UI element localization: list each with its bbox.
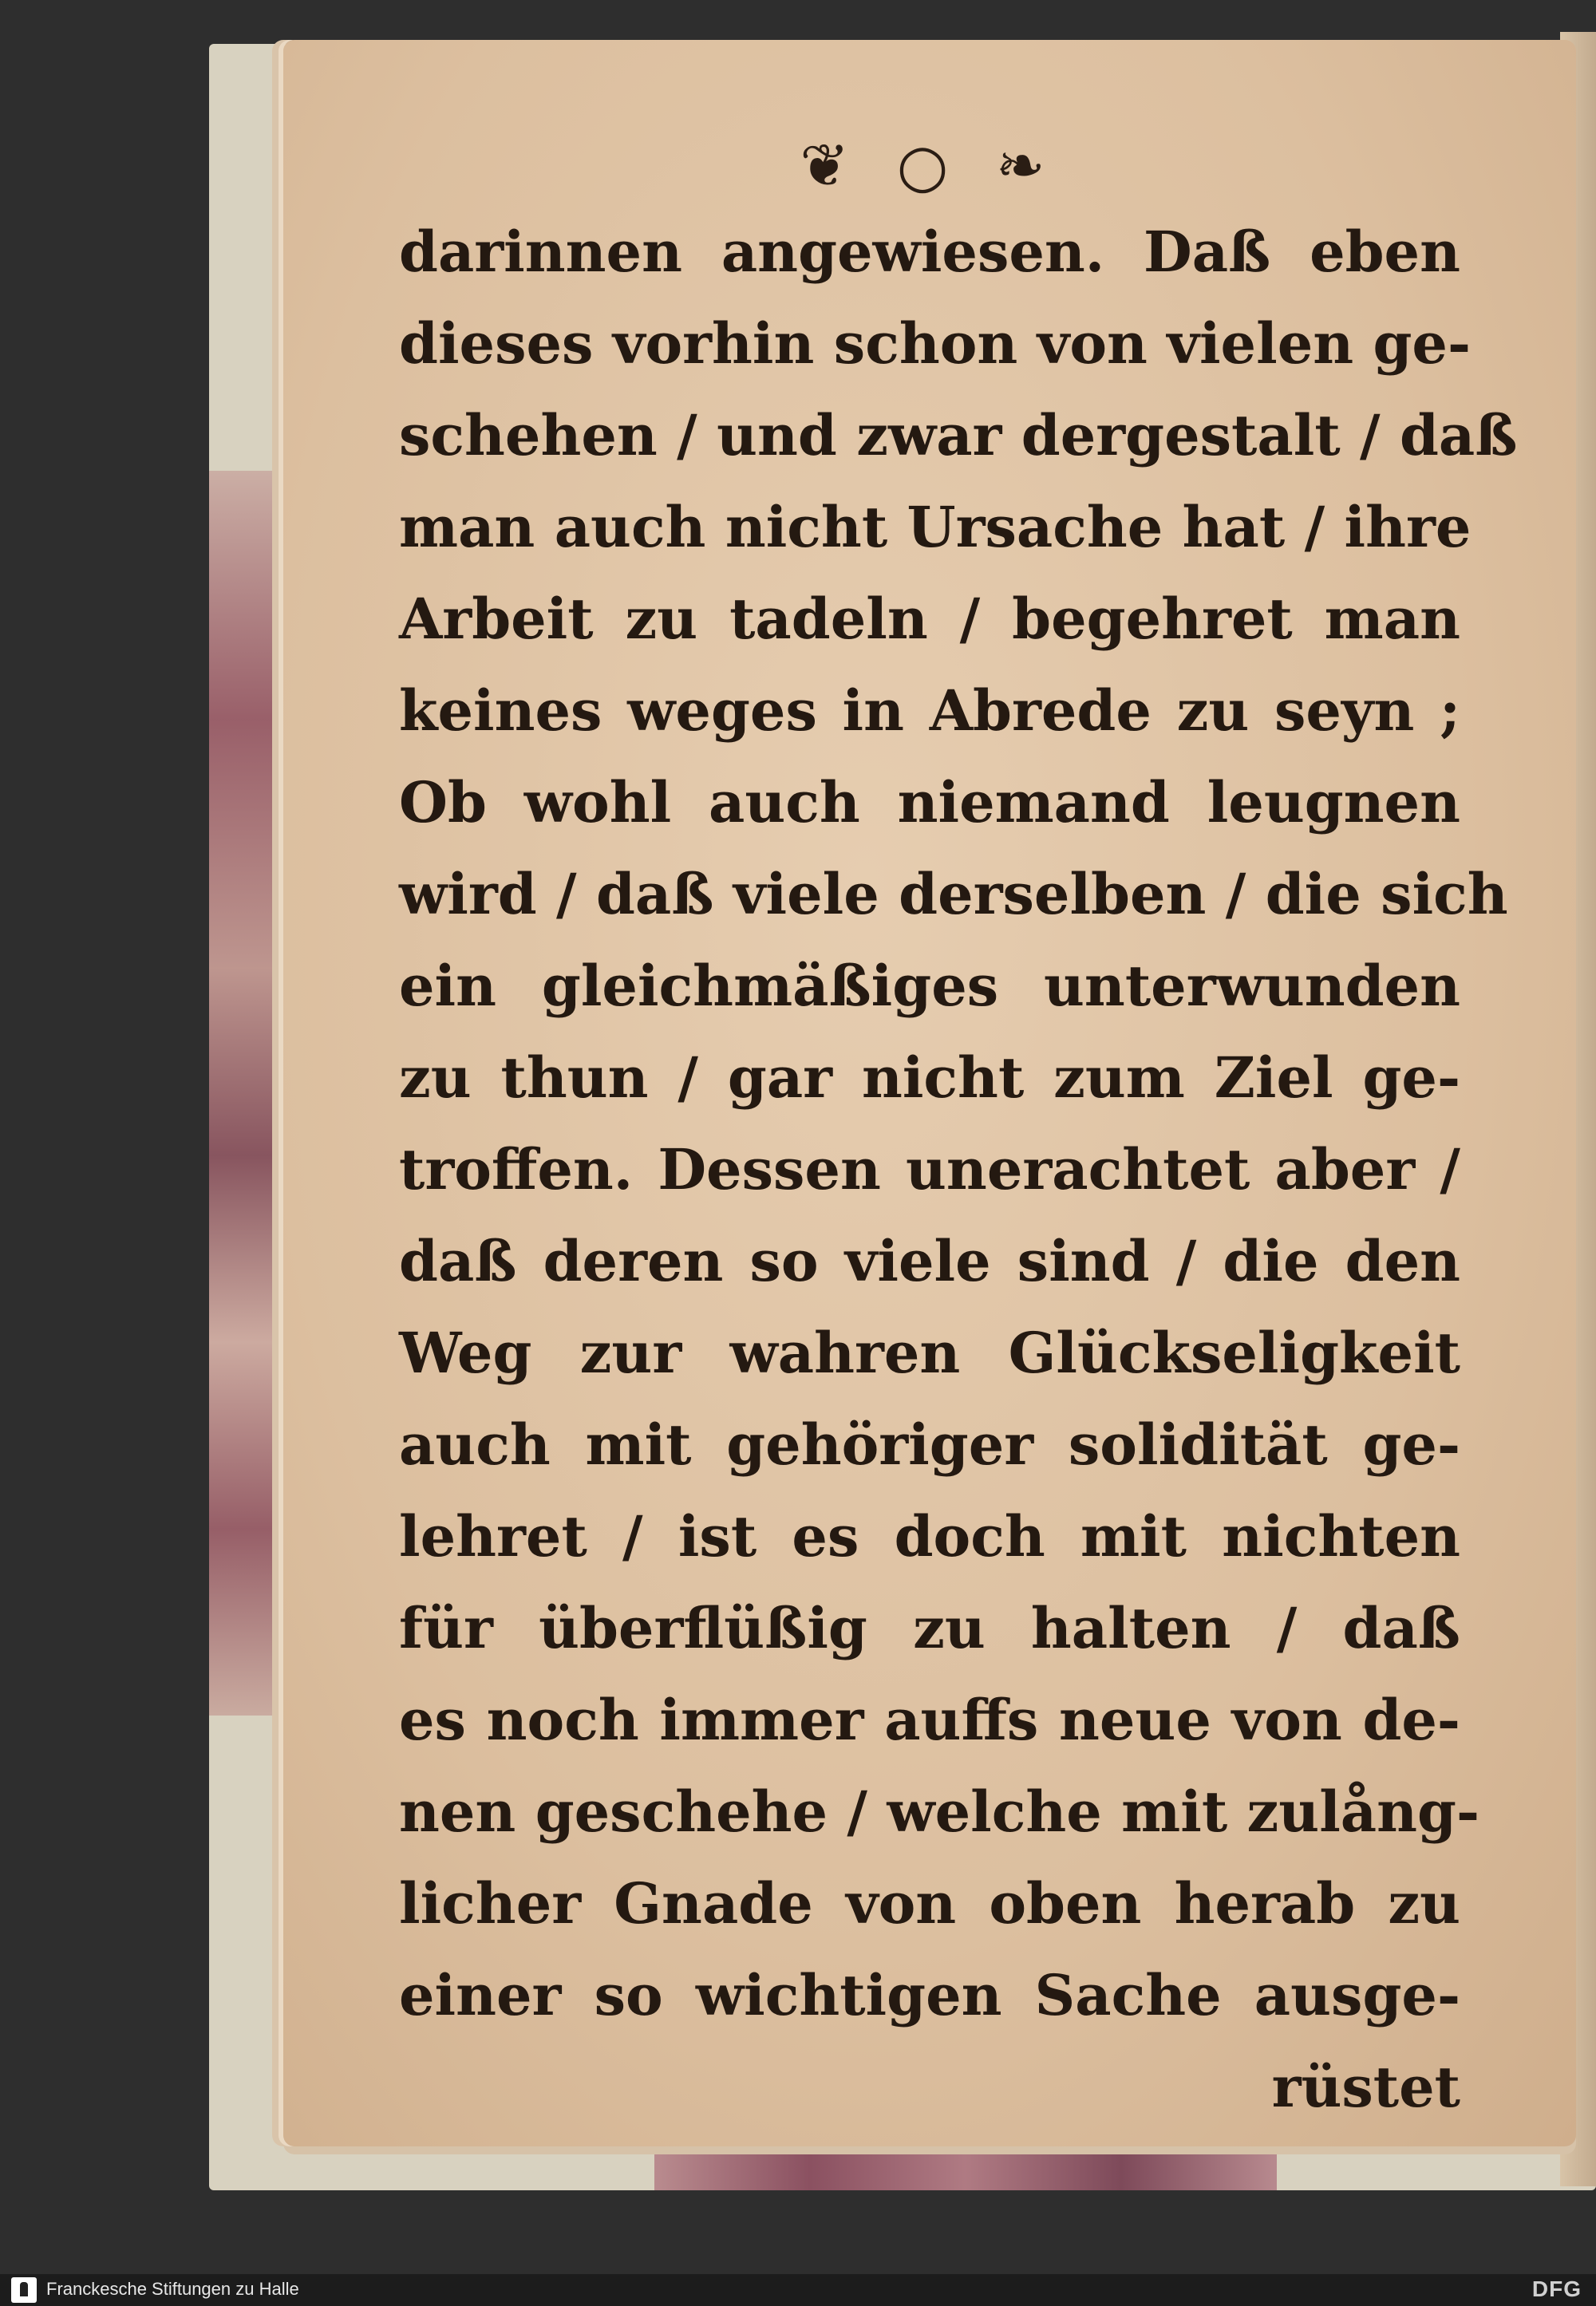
text-line: lehret / ist es doch mit nichten [399, 1503, 1460, 1570]
text-line: es noch immer auffs neue von de- [399, 1687, 1460, 1753]
text-line: für überflüßig zu halten / daß [399, 1595, 1460, 1661]
institution-name: Franckesche Stiftungen zu Halle [46, 2279, 299, 2299]
marbled-paper-left [209, 471, 285, 1716]
page-text [399, 206, 1518, 2133]
text-line: einer so wichtigen Sache ausge- [399, 1962, 1460, 2028]
text-line: auch mit gehöriger solidität ge- [399, 1412, 1460, 1478]
marbled-paper-bottom [654, 2146, 1277, 2190]
text-line: zu thun / gar nicht zum Ziel ge- [399, 1044, 1460, 1111]
text-line: Ob wohl auch niemand leugnen [399, 769, 1460, 835]
text-line: darinnen angewiesen. Daß eben [399, 219, 1460, 285]
text-line: Arbeit zu tadeln / begehret man [399, 586, 1460, 652]
text-line: man auch nicht Ursache hat / ihre [399, 494, 1472, 560]
text-line: troffen. Dessen unerachtet aber / [399, 1136, 1460, 1202]
text-line: nen geschehe / welche mit zulång- [399, 1779, 1480, 1845]
institution-logo-icon [11, 2277, 37, 2303]
text-line: wird / daß viele derselben / die sich [399, 861, 1508, 927]
text-line: schehen / und zwar dergestalt / daß [399, 402, 1518, 468]
dfg-logo: DFG [1531, 2276, 1582, 2301]
text-line: licher Gnade von oben herab zu [399, 1870, 1460, 1937]
text-line: Weg zur wahren Glückseligkeit [399, 1320, 1460, 1386]
text-line: ein gleichmäßiges unterwunden [399, 953, 1460, 1019]
catchword: rüstet [1271, 2054, 1460, 2120]
header-ornament: ❦ ○ ❧ [800, 132, 1060, 200]
text-line: daß deren so viele sind / die den [399, 1228, 1460, 1294]
text-line: keines weges in Abrede zu seyn ; [399, 677, 1460, 744]
text-line: dieses vorhin schon von vielen ge- [399, 310, 1472, 377]
